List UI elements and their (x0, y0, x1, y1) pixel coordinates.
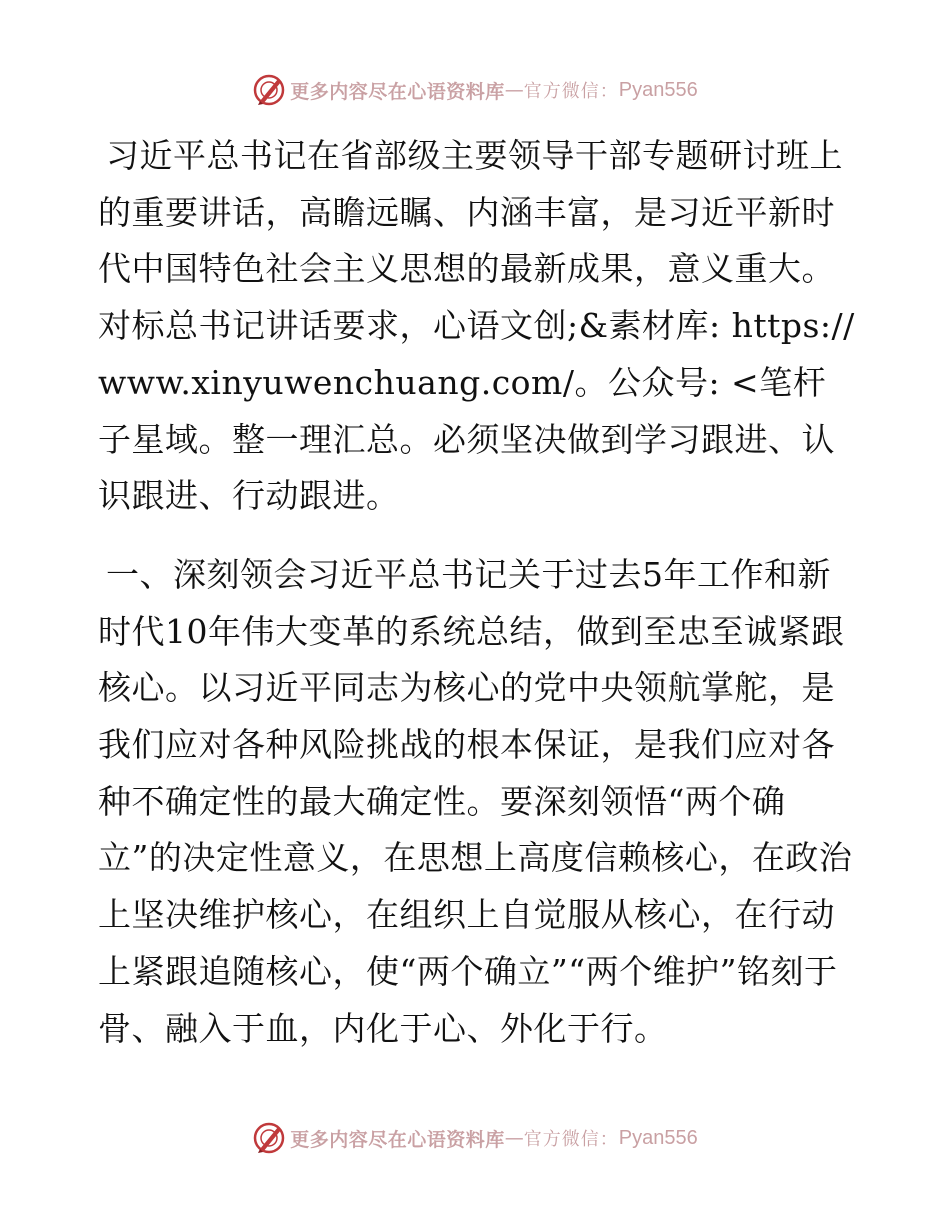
header-watermark-banner (0, 70, 950, 110)
banner-main-text: 更多内容尽在心语资料库 (290, 1128, 505, 1151)
banner-dash: — (504, 79, 524, 101)
banner-wechat-label: 官方微信： (523, 81, 619, 102)
footer-watermark-banner (0, 1118, 950, 1158)
pen-logo-icon (252, 1121, 286, 1155)
paragraph-intro: 习近平总书记在省部级主要领导干部专题研讨班上的重要讲话，高瞻远瞩、内涵丰富，是习近平新时代中国特色社会主义思想的最新成果，意义重大。对标总书记讲话要求，心语文创;&素材库: https://www.xinyuwenchuang.com/。公众号: <笔杆子星域。整一理汇总。必须坚决做到学习跟进、认识跟进、行动跟进。 (98, 136, 855, 516)
banner-wechat-id: Pyan556 (618, 1126, 698, 1149)
banner-dash: — (504, 1127, 524, 1149)
document-body (98, 128, 858, 1057)
banner-wechat-label: 官方微信： (523, 1129, 619, 1150)
paragraph-section-one: 一、深刻领会习近平总书记关于过去5年工作和新时代10年伟大变革的系统总结，做到至忠至诚紧跟核心。以习近平同志为核心的党中央领航掌舵，是我们应对各种风险挑战的根本保证，是我们应对各种不确定性的最大确定性。要深刻领悟“两个确立”的决定性意义，在思想上高度信赖核心，在政治上坚决维护核心，在组织上自觉服从核心，在行动上紧跟追随核心，使“两个确立”“两个维护”铭刻于骨、融入于血，内化于心、外化于行。 (98, 554, 853, 1048)
banner-wechat-id: Pyan556 (618, 78, 698, 101)
pen-logo-icon (252, 73, 286, 107)
banner-main-text: 更多内容尽在心语资料库 (290, 80, 505, 103)
